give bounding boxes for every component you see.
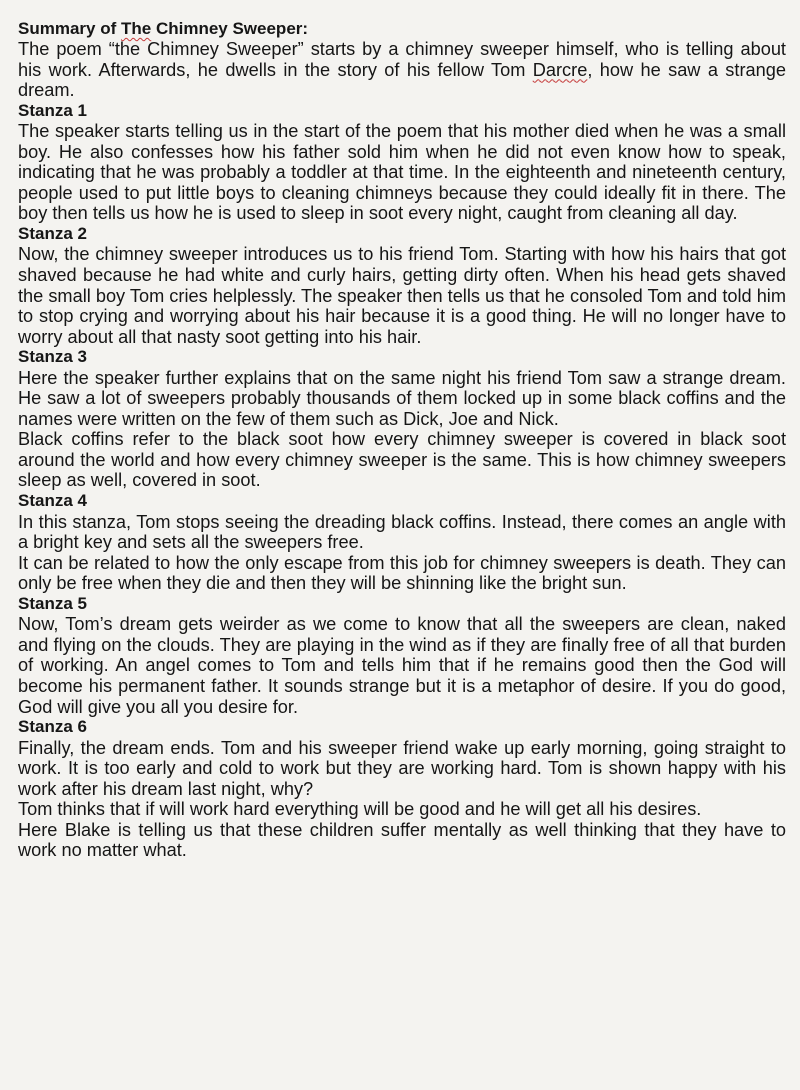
intro-paragraph: The poem “the Chimney Sweeper” starts by a chimney sweeper himself, who is telling about his work. Afterwards, he dwells in the story of his fellow Tom Darcre, how he saw a strange dream. xyxy=(18,39,786,101)
stanza-paragraph: Now, Tom’s dream gets weirder as we come to know that all the sweepers are clean, naked and flying on the clouds. They are playing in the wind as if they are finally free of all that burden of working. An angel comes to Tom and tells him that if he remains good then the God will become his permanent father. It sounds strange but it is a metaphor of desire. If you do good, God will give you all you desire for. xyxy=(18,614,786,717)
title-prefix: Summary of xyxy=(18,19,121,38)
stanza-5-section xyxy=(18,594,786,717)
stanza-paragraph: Now, the chimney sweeper introduces us to his friend Tom. Starting with how his hairs that got shaved because he had white and curly hairs, getting dirty often. When his head gets shaved the small boy Tom cries helplessly. The speaker then tells us that he consoled Tom and told him to stop crying and worrying about his hair because it is a good thing. He will no longer have to worry about all that nasty soot getting into his hair. xyxy=(18,244,786,347)
stanza-paragraph: Finally, the dream ends. Tom and his sweeper friend wake up early morning, going straight to work. It is too early and cold to work but they are working hard. Tom is shown happy with his work after his dream last night, why? xyxy=(18,737,786,799)
stanza-4-section xyxy=(18,491,786,594)
document-title xyxy=(18,18,786,39)
stanza-paragraph: Here Blake is telling us that these children suffer mentally as well thinking that they have to work no matter what. xyxy=(18,819,786,861)
title-the: The xyxy=(120,19,152,38)
stanza-3-section xyxy=(18,347,786,491)
stanza-heading: Stanza 6 xyxy=(18,717,87,737)
stanza-1-section xyxy=(18,101,786,224)
stanza-6-section xyxy=(18,717,786,861)
stanza-paragraph: It can be related to how the only escape from this job for chimney sweepers is death. They can only be free when they die and then they will be shinning like the bright sun. xyxy=(18,552,786,594)
stanza-paragraph: Here the speaker further explains that on the same night his friend Tom saw a strange dream. He saw a lot of sweepers probably thousands of them locked up in some black coffins and the names were written on the few of them such as Dick, Joe and Nick. xyxy=(18,367,786,429)
stanza-paragraph: In this stanza, Tom stops seeing the dreading black coffins. Instead, there comes an angle with a bright key and sets all the sweepers free. xyxy=(18,511,786,553)
stanza-paragraph: The speaker starts telling us in the start of the poem that his mother died when he was a small boy. He also confesses how his father sold him when he did not even know how to speak, indicating that he was probably a toddler at that time. In the eighteenth and nineteenth century, people used to put little boys to cleaning chimneys because they could ideally fit in there. The boy then tells us how he is used to sleep in soot every night, caught from cleaning all day. xyxy=(18,121,786,224)
misspelled-name: Darcre xyxy=(532,59,588,80)
stanza-heading: Stanza 1 xyxy=(18,100,87,120)
title-rest: Chimney Sweeper: xyxy=(151,19,309,38)
stanza-heading: Stanza 4 xyxy=(18,491,87,511)
stanza-heading: Stanza 5 xyxy=(18,593,87,613)
stanza-paragraph: Tom thinks that if will work hard everything will be good and he will get all his desires. xyxy=(18,799,702,820)
stanza-heading: Stanza 2 xyxy=(18,223,87,243)
stanza-heading: Stanza 3 xyxy=(18,347,87,367)
stanza-2-section xyxy=(18,224,786,347)
stanza-paragraph: Black coffins refer to the black soot how every chimney sweeper is covered in black soot around the world and how every chimney sweeper is the same. This is how chimney sweepers sleep as well, covered in soot. xyxy=(18,429,786,491)
